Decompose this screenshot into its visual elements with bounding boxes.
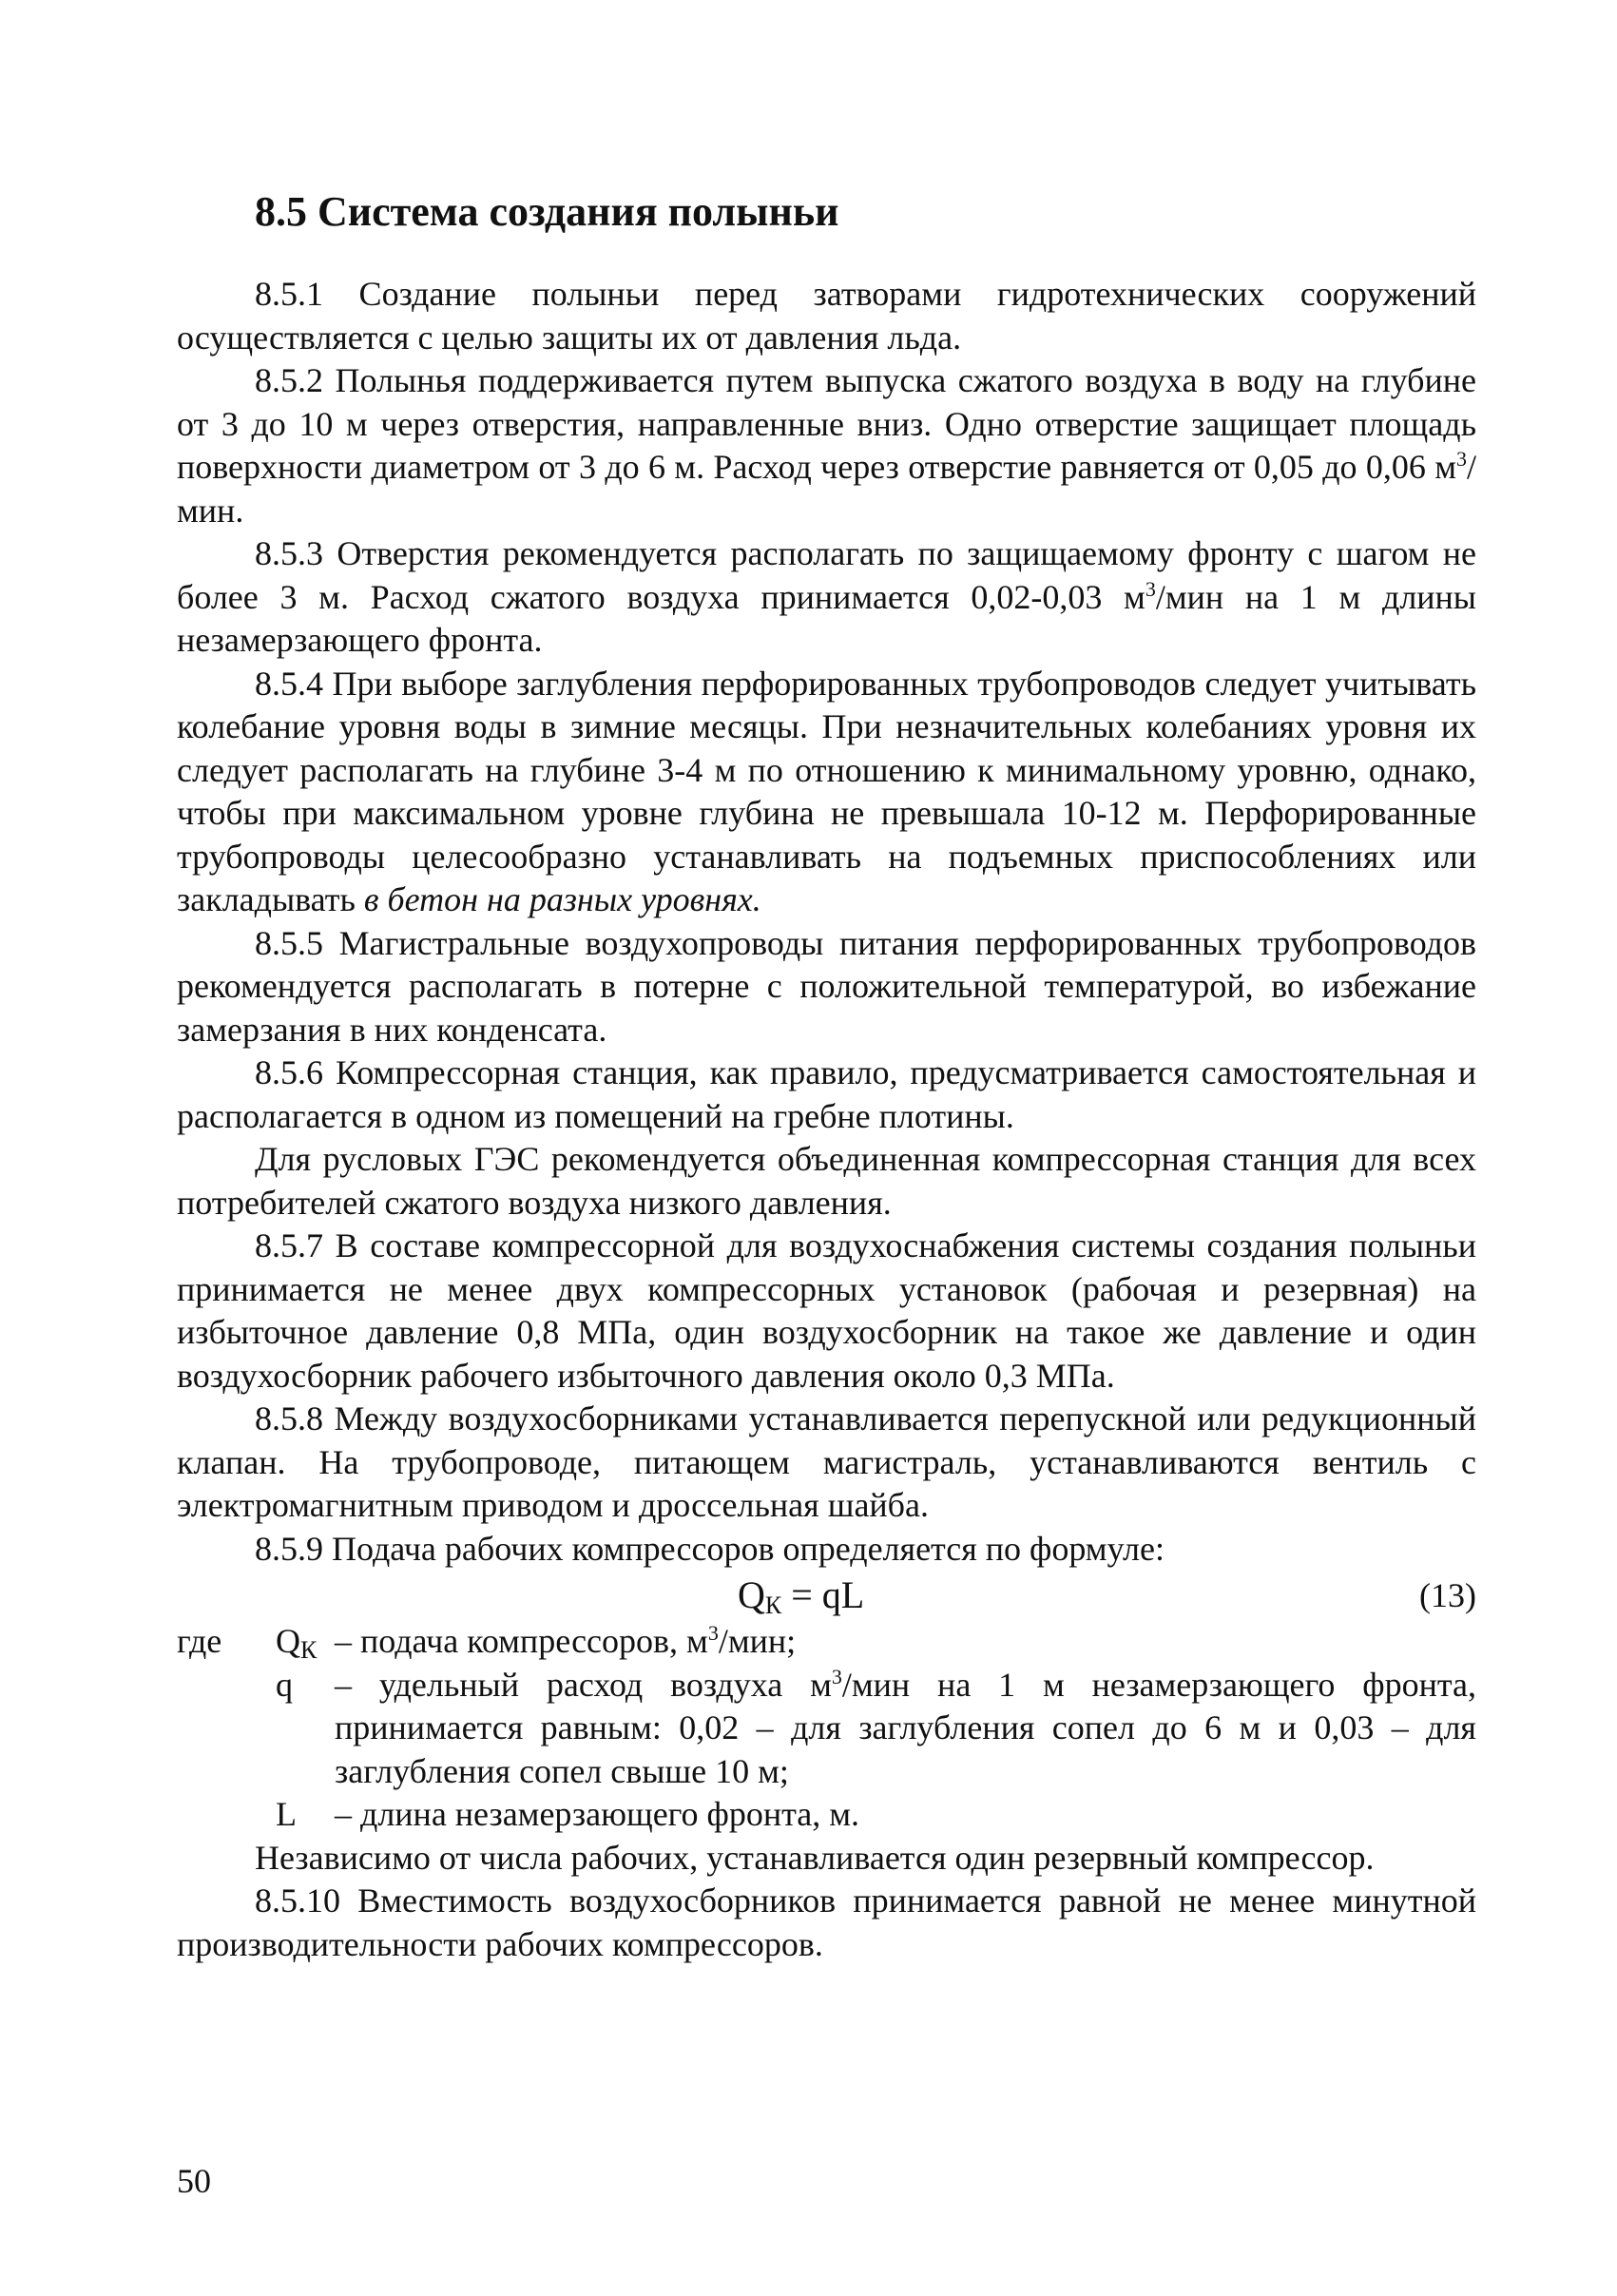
definition-text: – длина незамерзающего фронта, м. <box>335 1795 860 1833</box>
formula-13 <box>177 1571 1476 1620</box>
superscript: 3 <box>831 1664 842 1688</box>
paragraph-8-5-2 <box>177 359 1476 532</box>
definition-row-l <box>177 1793 1476 1837</box>
paragraph-text: 8.5.4 При выборе заглубления перфорированных трубопроводов следует учитывать колебание уровня воды в зимние месяцы. При незначительных колебаниях уровня их следует располагать на глубине 3-4 м по отношению к минимальному уровню, однако, чтобы при максимальном уровне глубина не превышала 10-12 м. Перфорированные трубопроводы целесообразно устанавливать на подъемных приспособлениях или закладывать <box>177 664 1476 918</box>
paragraph-8-5-4 <box>177 663 1476 922</box>
formula-rhs: = qL <box>781 1573 865 1616</box>
paragraph-8-5-5: 8.5.5 Магистральные воздухопроводы питания перфорированных трубопроводов рекомендуется располагать в потерне с положительной температурой, во избежание замерзания в них конденсата. <box>177 923 1476 1049</box>
paragraph-reserve-compressor: Независимо от числа рабочих, устанавливается один резервный компрессор. <box>255 1838 1375 1877</box>
definition-text <box>310 1664 1476 1794</box>
formula-number: (13) <box>1419 1576 1476 1614</box>
section-heading: 8.5 Система создания полыньи <box>255 188 839 235</box>
paragraph-text: 8.5.3 Отверстия рекомендуется располагать по защищаемому фронту с шагом не более 3 м. Расход сжатого воздуха принимается 0,02-0,03 м <box>177 534 1476 616</box>
definition-text-part: /мин на 1 м незамерзающего фронта, принимается равным: 0,02 – для заглубления сопел до 6 м и 0,03 – для заглубления сопел свыше 10 м; <box>335 1665 1476 1790</box>
paragraph-8-5-8: 8.5.8 Между воздухосборниками устанавливается перепускной или редукционный клапан. На трубопроводе, питающем магистраль, устанавливаются вентиль с электромагнитным приводом и дроссельная шайба. <box>177 1399 1476 1524</box>
paragraph-text: /мин на 1 м длины незамерзающего фронта. <box>177 577 1476 659</box>
section-body <box>177 273 1476 1966</box>
paragraph-8-5-3 <box>177 532 1476 663</box>
superscript: 3 <box>1455 447 1467 471</box>
definition-text-part: /мин; <box>718 1622 797 1660</box>
paragraph-8-5-6: 8.5.6 Компрессорная станция, как правило, предусматривается самостоятельная и располагается в одном из помещений на гребне плотины. <box>177 1053 1476 1135</box>
where-label: где <box>177 1622 222 1660</box>
definition-symbol: q <box>276 1665 293 1704</box>
paragraph-8-5-9: 8.5.9 Подача рабочих компрессоров определяется по формуле: <box>255 1529 1165 1568</box>
paragraph-text: 8.5.2 Полынья поддерживается путем выпуска сжатого воздуха в воду на глубине от 3 до 10 м через отверстия, направленные вниз. Одно отверстие защищает площадь поверхности диаметром от 3 до 6 м. Расход через отверстие равняется от 0,05 до 0,06 м <box>177 361 1476 486</box>
definition-text-part: – удельный расход воздуха м <box>335 1665 832 1704</box>
paragraph-text: /мин. <box>177 448 1476 530</box>
paragraph-8-5-1: 8.5.1 Создание полыньи перед затворами гидротехнических сооружений осуществляется с целью защиты их от давления льда. <box>177 275 1476 357</box>
formula-lhs: Q <box>738 1573 765 1616</box>
definition-row-q <box>177 1664 1476 1794</box>
italic-text: в бетон на разных уровнях. <box>363 880 761 918</box>
definition-symbol: L <box>276 1795 297 1833</box>
definition-row-qk <box>177 1620 1476 1664</box>
definition-symbol <box>276 1620 317 1664</box>
paragraph-8-5-10: 8.5.10 Вместимость воздухосборников принимается равной не менее минутной производительности рабочих компрессоров. <box>177 1881 1476 1963</box>
formula-definitions <box>177 1620 1476 1837</box>
symbol-subscript: К <box>300 1636 318 1664</box>
formula-lhs-subscript: К <box>764 1592 782 1619</box>
superscript: 3 <box>707 1621 719 1645</box>
definition-text <box>335 1620 1476 1664</box>
paragraph-hydro-plants: Для русловых ГЭС рекомендуется объединенная компрессорная станция для всех потребителей сжатого воздуха низкого давления. <box>177 1140 1476 1222</box>
formula-expression <box>738 1571 864 1620</box>
symbol-letter: Q <box>276 1622 300 1660</box>
page-number: 50 <box>177 2162 211 2200</box>
paragraph-8-5-7: 8.5.7 В составе компрессорной для воздухоснабжения системы создания полыньи принимается не менее двух компрессорных установок (рабочая и резервная) на избыточное давление 0,8 МПа, один воздухосборник на такое же давление и один воздухосборник рабочего избыточного давления около 0,3 МПа. <box>177 1226 1476 1395</box>
superscript: 3 <box>1145 576 1156 601</box>
definition-text-part: – подача компрессоров, м <box>335 1622 708 1660</box>
